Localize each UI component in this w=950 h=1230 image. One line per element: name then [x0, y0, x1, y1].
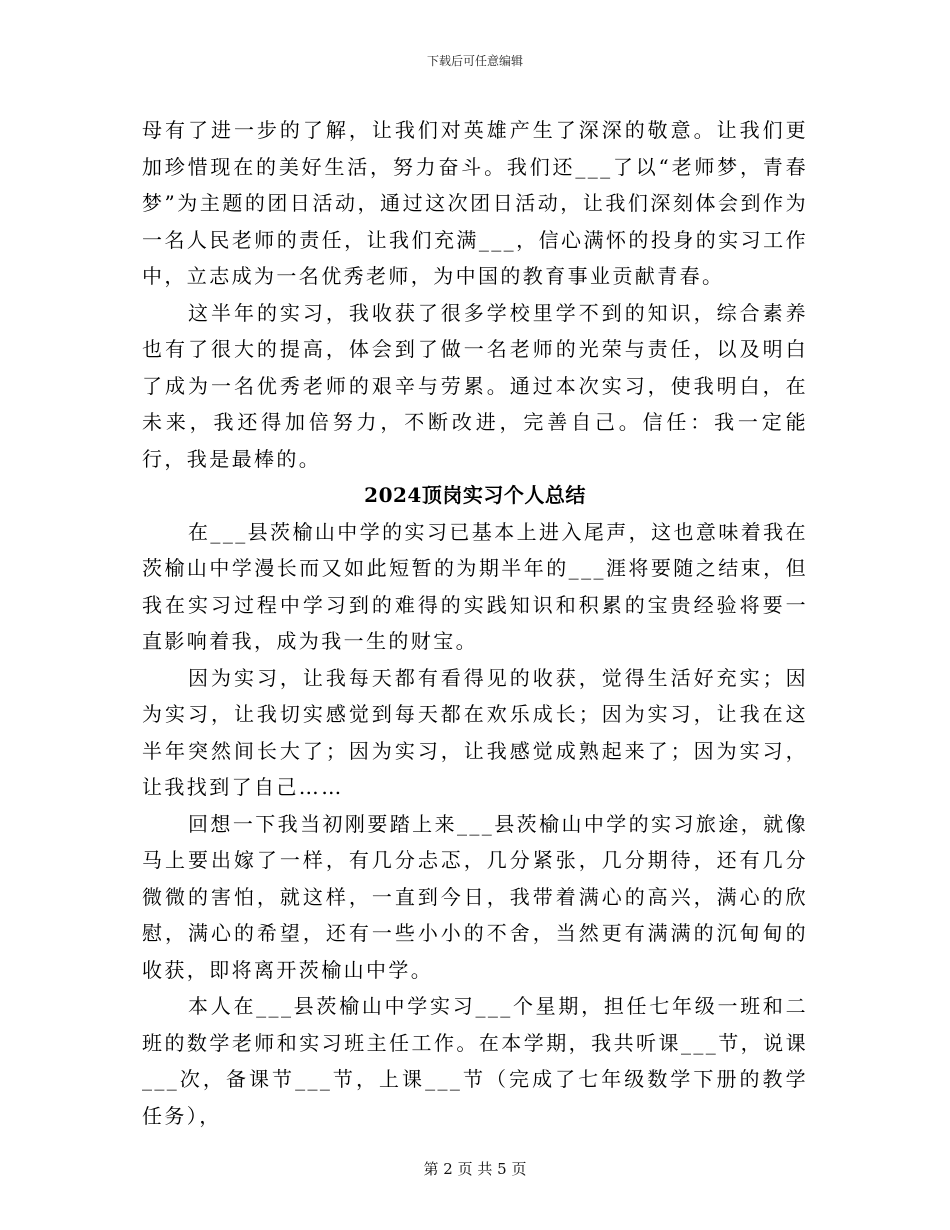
paragraph-intro: 在___县茨榆山中学的实习已基本上进入尾声，这也意味着我在茨榆山中学漫长而又如此短暂的为期半年的___涯将要随之结束，但我在实习过程中学习到的难得的实践知识和积累的宝贵经验将要一直影响着我，成为我一生的财宝。 — [142, 519, 808, 653]
document-body — [142, 112, 808, 1134]
paragraph-duties: 本人在___县茨榆山中学实习___个星期，担任七年级一班和二班的数学老师和实习班主任工作。在本学期，我共听课___节，说课___次，备课节___节，上课___节（完成了七年级数学下册的教学任务）， — [142, 994, 808, 1128]
section-title: 2024顶岗实习个人总结 — [364, 483, 586, 507]
paragraph-because-internship: 因为实习，让我每天都有看得见的收获，觉得生活好充实；因为实习，让我切实感觉到每天都在欢乐成长；因为实习，让我在这半年突然间长大了；因为实习，让我感觉成熟起来了；因为实习，让我找到了自己…… — [142, 665, 808, 799]
paragraph-internship-reflection: 这半年的实习，我收获了很多学校里学不到的知识，综合素养也有了很大的提高，体会到了做一名老师的光荣与责任，以及明白了成为一名优秀老师的艰辛与劳累。通过本次实习，使我明白，在未来，我还得加倍努力，不断改进，完善自己。信任：我一定能行，我是最棒的。 — [142, 300, 808, 471]
paragraph-recollection: 回想一下我当初刚要踏上来___县茨榆山中学的实习旅途，就像马上要出嫁了一样，有几分忐忑，几分紧张，几分期待，还有几分微微的害怕，就这样，一直到今日，我带着满心的高兴，满心的欣慰，满心的希望，还有一些小小的不舍，当然更有满满的沉甸甸的收获，即将离开茨榆山中学。 — [142, 811, 808, 982]
paragraph-continuation: 母有了进一步的了解，让我们对英雄产生了深深的敬意。让我们更加珍惜现在的美好生活，努力奋斗。我们还___了以“老师梦，青春梦”为主题的团日活动，通过这次团日活动，让我们深刻体会到作为一名人民老师的责任，让我们充满___，信心满怀的投身的实习工作中，立志成为一名优秀老师，为中国的教育事业贡献青春。 — [142, 118, 808, 288]
page-header: 下载后可任意编辑 — [426, 54, 523, 68]
page-number-footer: 第 2 页 共 5 页 — [423, 1160, 527, 1178]
